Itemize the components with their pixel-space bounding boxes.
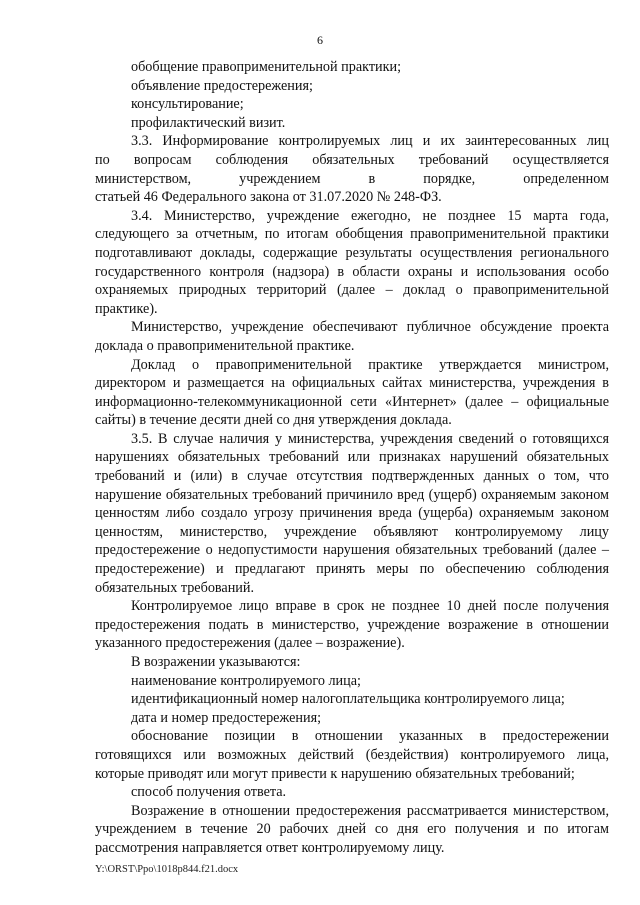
file-path-footer: Y:\ORST\Ppo\1018p844.f21.docx (95, 864, 239, 875)
paragraph: объявление предостережения; (131, 77, 313, 94)
paragraph: способ получения ответа. (131, 784, 287, 801)
paragraph: Министерство, учреждение обеспечивают публичное обсуждение проекта доклада о правоприменительной практике. (95, 319, 609, 354)
paragraph: идентификационный номер налогоплательщика контролируемого лица; (131, 691, 565, 708)
paragraph: Доклад о правоприменительной практике утверждается министром, директором и размещается на официальных сайтах министерства, учреждения в информационно-телекоммуникационной сети «Интернет» (далее – официальные сайты) в течение десяти дней со дня утверждения доклада. (95, 356, 609, 429)
paragraph: статьей 46 Федерального закона от 31.07.2020 № 248-ФЗ. (95, 189, 442, 206)
paragraph: профилактический визит. (131, 114, 286, 131)
paragraph: обобщение правоприменительной практики; (131, 59, 402, 75)
paragraph: министерством, учреждением в порядке, определенном (95, 170, 609, 187)
page-number: 6 (317, 33, 323, 47)
paragraph: по вопросам соблюдения обязательных требований осуществляется (95, 151, 609, 168)
paragraph: 3.5. В случае наличия у министерства, учреждения сведений о готовящихся нарушениях обязательных требований или признаках нарушений обязательных требований и (или) в случае отсутствия подтвержденных данных о том, что нарушение обязательных требований причинило вред (ущерб) охраняемым законом ценностям либо создало угрозу причинения вреда (ущерба) охраняемым законом ценностям, министерство, учреждение объявляют контролируемому лицу предостережение о недопустимости нарушения обязательных требований (далее – предостережение) и предлагают принять меры по обеспечению соблюдения обязательных требований. (95, 430, 609, 596)
paragraph: Возражение в отношении предостережения рассматривается министерством, учреждением в течение 20 рабочих дней со дня его получения и по итогам рассмотрения направляется ответ контролируемому лицу. (95, 802, 609, 856)
document-body (95, 58, 609, 858)
paragraph: консультирование; (131, 96, 244, 113)
paragraph: 3.3. Информирование контролируемых лиц и их заинтересованных лиц (131, 133, 609, 150)
paragraph: 3.4. Министерство, учреждение ежегодно, не позднее 15 марта года, следующего за отчетным, по итогам обобщения правоприменительной практики подготавливают доклады, содержащие результаты осуществления регионального государственного контроля (надзора) в области охраны и использования особо охраняемых природных территорий (далее – доклад о правоприменительной практике). (95, 207, 609, 317)
paragraph: В возражении указываются: (131, 654, 301, 670)
paragraph: дата и номер предостережения; (131, 709, 322, 726)
paragraph: Контролируемое лицо вправе в срок не позднее 10 дней после получения предостережения подать в министерство, учреждение возражение в отношении указанного предостережения (далее – возражение). (95, 598, 609, 652)
paragraph: наименование контролируемого лица; (131, 672, 361, 689)
paragraph: обоснование позиции в отношении указанных в предостережении готовящихся или возможных действий (бездействия) контролируемого лица, которые приводят или могут привести к нарушению обязательных требований; (95, 728, 609, 782)
